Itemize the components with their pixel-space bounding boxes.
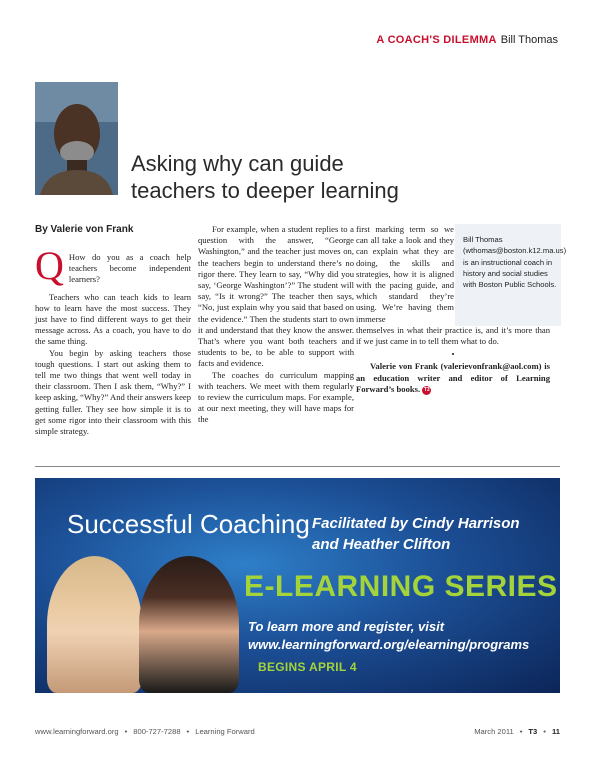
end-mark-icon: [422, 386, 431, 395]
article-column-1: [35, 243, 191, 437]
ad-facilitators-line-2: and Heather Clifton: [312, 536, 451, 553]
ad-banner[interactable]: [35, 478, 560, 693]
footer-org: Learning Forward: [195, 727, 255, 736]
portrait-illustration: [35, 82, 118, 195]
byline: By Valerie von Frank: [35, 224, 134, 235]
article-column-2: [198, 224, 354, 426]
footer-publication: T3: [528, 727, 538, 736]
paragraph: Teachers who can teach kids to learn how to learn have the most success. They just have to find different ways to get their message across. As a coach, you have to do the same thing.: [35, 291, 191, 347]
question-block: [35, 243, 191, 288]
ad-facilitators: [312, 513, 520, 555]
ad-start-date: BEGINS APRIL 4: [258, 660, 357, 674]
footer-date: March 2011: [474, 727, 514, 736]
writer-bio-text: Valerie von Frank (valerievonfrank@aol.com) is an education writer and editor of Learning Forward’s books.: [356, 361, 550, 394]
ad-facilitators-line-1: Facilitated by Cindy Harrison: [312, 515, 520, 532]
drop-cap: Q: [35, 243, 64, 288]
section-tag: A COACH'S DILEMMA: [376, 34, 497, 46]
author-bio-text: Bill Thomas (wthomas@boston.k12.ma.us) is an instructional coach in history and social studies with Boston Public Schools.: [463, 235, 567, 290]
author-portrait: [35, 82, 118, 195]
divider: [35, 466, 560, 467]
article-column-3: [356, 224, 550, 395]
ad-title: Successful Coaching: [67, 509, 310, 539]
footer-separator: •: [519, 727, 523, 736]
paragraph: first marking term so we can all take a look and they can explain what they are doing, the skills and strategies, how it is aligned with the pacing guide, and which standard they’re using. We’re having them immerse: [356, 224, 454, 324]
footer-right: [474, 727, 560, 736]
interview-question: How do you as a coach help teachers become independent learners?: [68, 252, 191, 285]
section-bullet: •: [451, 349, 455, 360]
footer-left: [35, 727, 255, 736]
ad-url-link[interactable]: www.learningforward.org/elearning/programs: [248, 637, 530, 652]
ad-info-line-1: To learn more and register, visit: [248, 619, 445, 634]
facilitator-photo-1: [47, 556, 142, 693]
end-mark-label: T3: [423, 386, 430, 393]
paragraph: The coaches do curriculum mapping with teachers. We meet with them regularly to review the curriculum maps. For example, at our next meeting, they will have maps for the: [198, 369, 354, 425]
ad-info: [248, 618, 529, 654]
paragraph: You begin by asking teachers those tough questions. I start out asking them to tell me two things that went well today in their classroom. Then I ask them, “Why?” I keep asking, “Why?” And their answers keep getting fuller. They see how simple it is to get some rigor into their classroom with this simple strategy.: [35, 347, 191, 437]
footer-separator: •: [124, 727, 128, 736]
page-number: 11: [551, 727, 560, 736]
ad-series-title: E-LEARNING SERIES: [244, 570, 558, 603]
headline-line-2: teachers to deeper learning: [131, 178, 399, 203]
facilitator-photo-2: [139, 556, 239, 693]
footer-phone: 800-727-7288: [133, 727, 181, 736]
column-author: Bill Thomas: [500, 34, 558, 46]
paragraph: themselves in what their practice is, and it’s more than if we just came in to tell them what to do.: [356, 324, 550, 347]
article-headline: [131, 150, 411, 204]
writer-bio: [356, 361, 550, 395]
paragraph: For example, when a student replies to a question with the answer, “George Washington,” and the teacher just moves on, the teachers begin to understand there’s no rigor there. They learn to say, “Why did you say, ‘George Washington’?” The student will say, “Is it wrong?” The teacher then says, “No, just explain why you said that based on the evidence.” Then the students start to own it and understand that they know the answer. That’s where you want both teachers and students to be, to be able to support with facts and evidence.: [198, 224, 354, 369]
footer-website-link[interactable]: www.learningforward.org: [35, 727, 119, 736]
headline-line-1: Asking why can guide: [131, 151, 344, 176]
section-header: [376, 34, 558, 46]
footer-separator: •: [186, 727, 190, 736]
footer-separator: •: [543, 727, 546, 736]
